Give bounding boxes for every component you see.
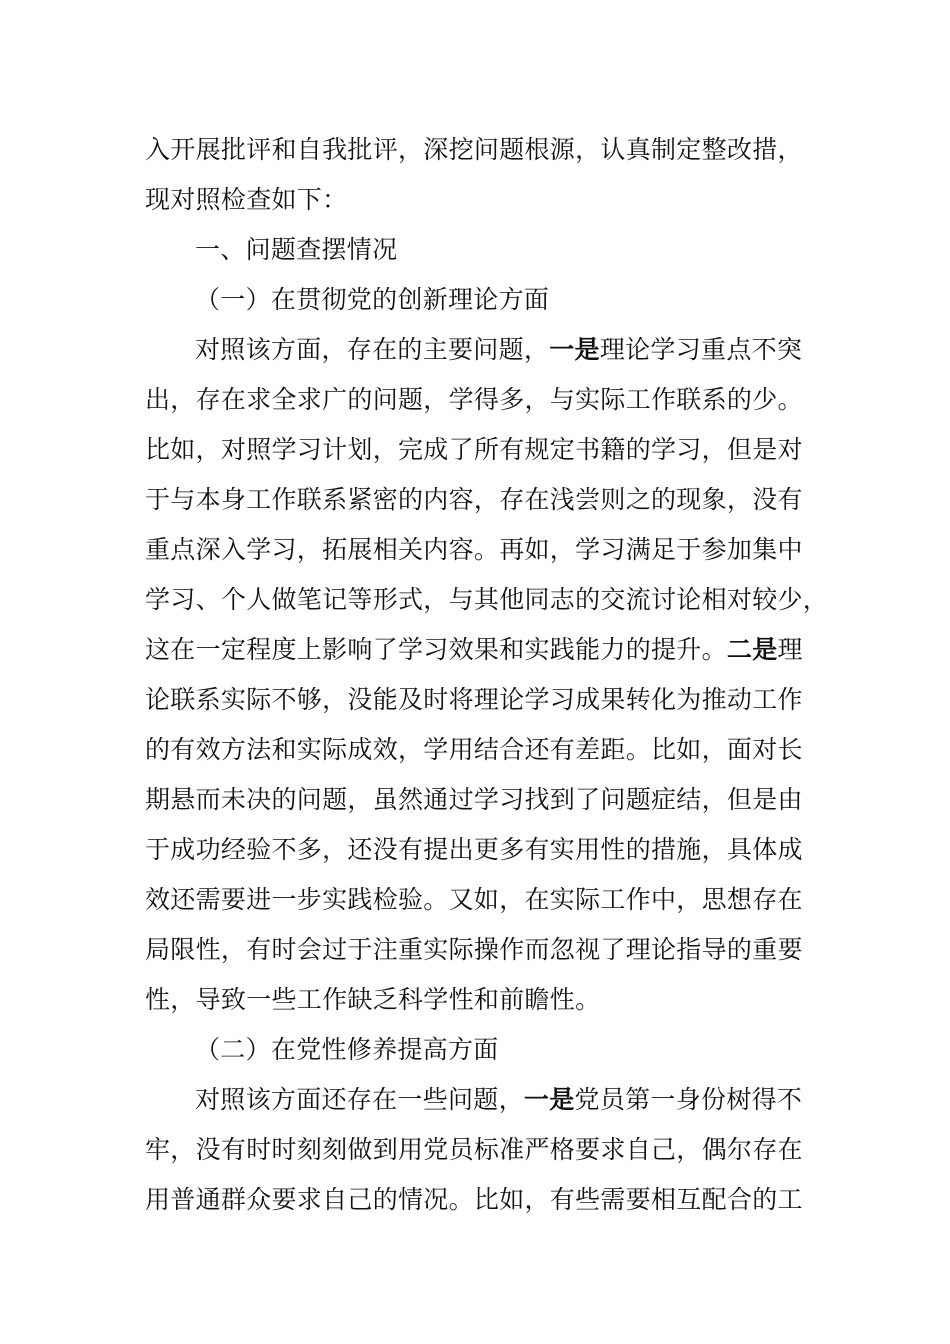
- paragraph-line: 学习、个人做笔记等形式，与其他同志的交流讨论相对较少，: [145, 585, 829, 614]
- paragraph-line: 现对照检查如下：: [145, 185, 348, 214]
- paragraph-line: 比如，对照学习计划，完成了所有规定书籍的学习，但是对: [145, 435, 803, 464]
- paragraph-line: 牢，没有时时刻刻做到用党员标准严格要求自己，偶尔存在: [145, 1135, 803, 1164]
- subsection-heading: （二）在党性修养提高方面: [195, 1035, 499, 1064]
- paragraph-line: 用普通群众要求自己的情况。比如，有些需要相互配合的工: [145, 1185, 803, 1214]
- emphasis-text: 一是: [549, 335, 600, 364]
- paragraph-line: 于与本身工作联系紧密的内容，存在浅尝则之的现象，没有: [145, 485, 803, 514]
- emphasis-text: 二是: [726, 635, 778, 664]
- paragraph-line: 于成功经验不多，还没有提出更多有实用性的措施，具体成: [145, 835, 803, 864]
- section-heading: 一、问题查摆情况: [195, 235, 398, 264]
- paragraph-line: 效还需要进一步实践检验。又如，在实际工作中，思想存在: [145, 885, 803, 914]
- emphasis-text: 一是: [523, 1085, 575, 1114]
- paragraph-line: 论联系实际不够，没能及时将理论学习成果转化为推动工作: [145, 685, 803, 714]
- paragraph-line: 期悬而未决的问题，虽然通过学习找到了问题症结，但是由: [145, 785, 803, 814]
- paragraph-line: 的有效方法和实际成效，学用结合还有差距。比如，面对长: [145, 735, 803, 764]
- paragraph-line: 这在一定程度上影响了学习效果和实践能力的提升。二是理: [145, 635, 803, 664]
- paragraph-line: 入开展批评和自我批评，深挖问题根源，认真制定整改措，: [145, 135, 803, 164]
- paragraph-line: 对照该方面，存在的主要问题，一是理论学习重点不突: [195, 335, 803, 364]
- paragraph-line: 出，存在求全求广的问题，学得多，与实际工作联系的少。: [145, 385, 803, 414]
- paragraph-line: 重点深入学习，拓展相关内容。再如，学习满足于参加集中: [145, 535, 803, 564]
- paragraph-line: 性，导致一些工作缺乏科学性和前瞻性。: [145, 985, 601, 1014]
- paragraph-line: 对照该方面还存在一些问题，一是党员第一身份树得不: [195, 1085, 803, 1114]
- paragraph-line: 局限性，有时会过于注重实际操作而忽视了理论指导的重要: [145, 935, 803, 964]
- subsection-heading: （一）在贯彻党的创新理论方面: [195, 285, 550, 314]
